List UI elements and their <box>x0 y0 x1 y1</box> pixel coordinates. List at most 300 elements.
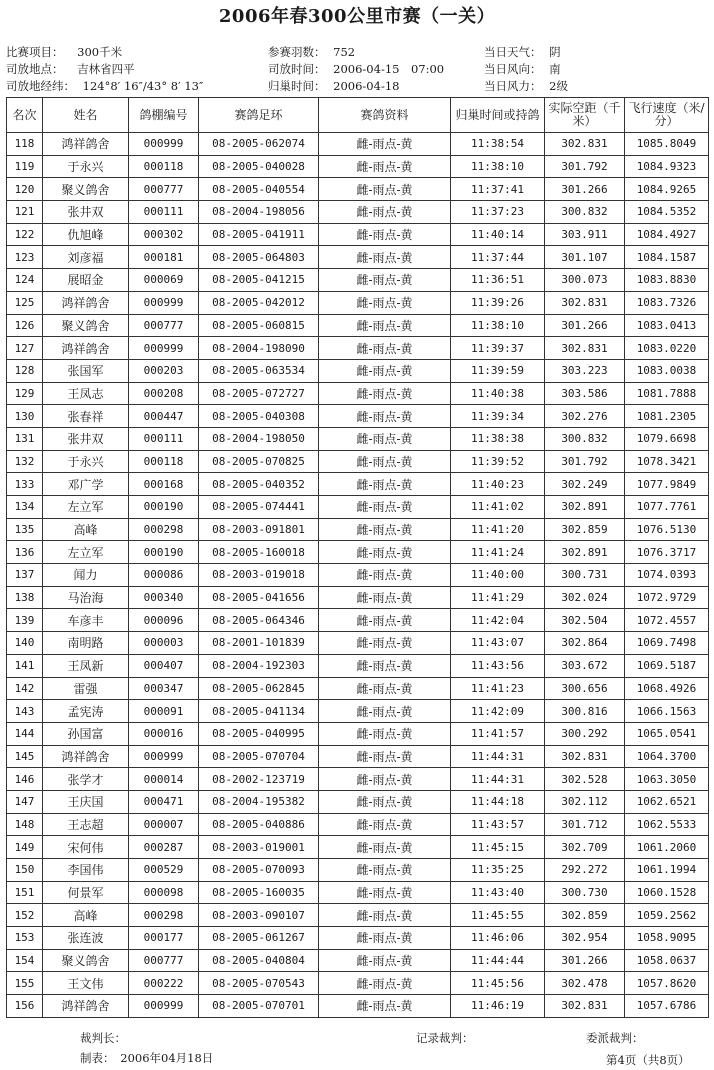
speed-cell: 1084.4927 <box>625 223 709 246</box>
rank-cell: 118 <box>7 133 43 156</box>
ring-cell: 08-2005-070093 <box>199 859 319 882</box>
return-time-cell: 11:46:19 <box>451 995 545 1018</box>
speed-cell: 1068.4926 <box>625 677 709 700</box>
return-time-cell: 11:40:23 <box>451 473 545 496</box>
ring-cell: 08-2005-070701 <box>199 995 319 1018</box>
rank-cell: 131 <box>7 427 43 450</box>
meta-entries-label: 参赛羽数： <box>268 45 326 59</box>
table-row <box>7 541 709 564</box>
return-time-cell: 11:36:51 <box>451 269 545 292</box>
meta-windforce-value: 2级 <box>549 79 568 93</box>
distance-cell: 300.073 <box>545 269 625 292</box>
bird-info-cell: 雌-雨点-黄 <box>319 269 451 292</box>
bird-info-cell: 雌-雨点-黄 <box>319 427 451 450</box>
bird-info-cell: 雌-雨点-黄 <box>319 609 451 632</box>
return-time-cell: 11:44:31 <box>451 768 545 791</box>
rank-cell: 147 <box>7 790 43 813</box>
ring-cell: 08-2005-041215 <box>199 269 319 292</box>
loft-no-cell: 000298 <box>129 518 199 541</box>
loft-no-cell: 000181 <box>129 246 199 269</box>
distance-cell: 300.292 <box>545 722 625 745</box>
speed-cell: 1076.5130 <box>625 518 709 541</box>
name-cell: 聚义鸽舍 <box>43 178 129 201</box>
speed-cell: 1072.9729 <box>625 586 709 609</box>
distance-cell: 292.272 <box>545 859 625 882</box>
ring-cell: 08-2005-060815 <box>199 314 319 337</box>
meta-weather <box>484 44 561 60</box>
ring-cell: 08-2005-040308 <box>199 405 319 428</box>
rank-cell: 127 <box>7 337 43 360</box>
distance-cell: 302.864 <box>545 632 625 655</box>
bird-info-cell: 雌-雨点-黄 <box>319 564 451 587</box>
ring-cell: 08-2005-040554 <box>199 178 319 201</box>
table-row <box>7 768 709 791</box>
ring-cell: 08-2003-091801 <box>199 518 319 541</box>
return-time-cell: 11:38:10 <box>451 314 545 337</box>
loft-no-cell: 000999 <box>129 745 199 768</box>
table-row <box>7 382 709 405</box>
ring-cell: 08-2005-041911 <box>199 223 319 246</box>
meta-event-value: 300千米 <box>77 45 123 59</box>
rank-cell: 133 <box>7 473 43 496</box>
bird-info-cell: 雌-雨点-黄 <box>319 133 451 156</box>
bird-info-cell: 雌-雨点-黄 <box>319 813 451 836</box>
results-table <box>6 97 709 1018</box>
loft-no-cell: 000471 <box>129 790 199 813</box>
table-row <box>7 722 709 745</box>
footer-chief-judge: 裁判长： <box>80 1031 126 1045</box>
name-cell: 张国军 <box>43 359 129 382</box>
table-row <box>7 337 709 360</box>
table-row <box>7 904 709 927</box>
distance-cell: 302.249 <box>545 473 625 496</box>
rank-cell: 121 <box>7 201 43 224</box>
name-cell: 鸿祥鸽舍 <box>43 337 129 360</box>
distance-cell: 301.266 <box>545 949 625 972</box>
loft-no-cell: 000098 <box>129 881 199 904</box>
loft-no-cell: 000007 <box>129 813 199 836</box>
return-time-cell: 11:41:02 <box>451 496 545 519</box>
table-row <box>7 677 709 700</box>
rank-cell: 154 <box>7 949 43 972</box>
loft-no-cell: 000111 <box>129 201 199 224</box>
meta-return-value: 2006-04-18 <box>333 79 400 93</box>
col-header-ring: 赛鸽足环 <box>199 98 319 133</box>
return-time-cell: 11:39:59 <box>451 359 545 382</box>
bird-info-cell: 雌-雨点-黄 <box>319 473 451 496</box>
rank-cell: 142 <box>7 677 43 700</box>
loft-no-cell: 000177 <box>129 927 199 950</box>
bird-info-cell: 雌-雨点-黄 <box>319 586 451 609</box>
name-cell: 鸿祥鸽舍 <box>43 133 129 156</box>
speed-cell: 1062.6521 <box>625 790 709 813</box>
col-header-bird-info: 赛鸽资料 <box>319 98 451 133</box>
distance-cell: 302.831 <box>545 745 625 768</box>
ring-cell: 08-2003-090107 <box>199 904 319 927</box>
ring-cell: 08-2005-061267 <box>199 927 319 950</box>
meta-place <box>6 61 135 77</box>
rank-cell: 137 <box>7 564 43 587</box>
return-time-cell: 11:43:07 <box>451 632 545 655</box>
col-header-return-time: 归巢时间或持鸽 <box>451 98 545 133</box>
return-time-cell: 11:40:14 <box>451 223 545 246</box>
page-title: 2006年春300公里市赛（一关） <box>218 6 496 27</box>
table-row <box>7 836 709 859</box>
distance-cell: 300.832 <box>545 427 625 450</box>
bird-info-cell: 雌-雨点-黄 <box>319 927 451 950</box>
speed-cell: 1061.2060 <box>625 836 709 859</box>
rank-cell: 120 <box>7 178 43 201</box>
bird-info-cell: 雌-雨点-黄 <box>319 949 451 972</box>
name-cell: 雷强 <box>43 677 129 700</box>
speed-cell: 1084.9323 <box>625 155 709 178</box>
return-time-cell: 11:37:23 <box>451 201 545 224</box>
ring-cell: 08-2004-195382 <box>199 790 319 813</box>
col-header-name: 姓名 <box>43 98 129 133</box>
table-row <box>7 201 709 224</box>
ring-cell: 08-2005-040804 <box>199 949 319 972</box>
bird-info-cell: 雌-雨点-黄 <box>319 246 451 269</box>
bird-info-cell: 雌-雨点-黄 <box>319 859 451 882</box>
meta-event <box>6 44 122 60</box>
speed-cell: 1076.3717 <box>625 541 709 564</box>
rank-cell: 153 <box>7 927 43 950</box>
name-cell: 王志超 <box>43 813 129 836</box>
name-cell: 王凤新 <box>43 654 129 677</box>
rank-cell: 136 <box>7 541 43 564</box>
loft-no-cell: 000086 <box>129 564 199 587</box>
distance-cell: 302.891 <box>545 496 625 519</box>
distance-cell: 300.656 <box>545 677 625 700</box>
ring-cell: 08-2001-101839 <box>199 632 319 655</box>
distance-cell: 300.730 <box>545 881 625 904</box>
ring-cell: 08-2005-072727 <box>199 382 319 405</box>
ring-cell: 08-2005-160035 <box>199 881 319 904</box>
return-time-cell: 11:43:40 <box>451 881 545 904</box>
name-cell: 闻力 <box>43 564 129 587</box>
col-header-rank: 名次 <box>7 98 43 133</box>
return-time-cell: 11:41:23 <box>451 677 545 700</box>
bird-info-cell: 雌-雨点-黄 <box>319 223 451 246</box>
ring-cell: 08-2005-063534 <box>199 359 319 382</box>
distance-cell: 301.266 <box>545 314 625 337</box>
table-row <box>7 586 709 609</box>
speed-cell: 1084.1587 <box>625 246 709 269</box>
loft-no-cell: 000118 <box>129 155 199 178</box>
return-time-cell: 11:42:04 <box>451 609 545 632</box>
name-cell: 孟宪涛 <box>43 700 129 723</box>
distance-cell: 302.528 <box>545 768 625 791</box>
loft-no-cell: 000302 <box>129 223 199 246</box>
return-time-cell: 11:45:55 <box>451 904 545 927</box>
meta-coords <box>6 78 203 94</box>
name-cell: 左立军 <box>43 496 129 519</box>
return-time-cell: 11:42:09 <box>451 700 545 723</box>
rank-cell: 122 <box>7 223 43 246</box>
speed-cell: 1065.0541 <box>625 722 709 745</box>
ring-cell: 08-2005-070543 <box>199 972 319 995</box>
rank-cell: 124 <box>7 269 43 292</box>
speed-cell: 1060.1528 <box>625 881 709 904</box>
table-body <box>7 133 709 1018</box>
ring-cell: 08-2005-040995 <box>199 722 319 745</box>
return-time-cell: 11:44:44 <box>451 949 545 972</box>
bird-info-cell: 雌-雨点-黄 <box>319 836 451 859</box>
return-time-cell: 11:43:56 <box>451 654 545 677</box>
table-row <box>7 473 709 496</box>
distance-cell: 301.792 <box>545 450 625 473</box>
loft-no-cell: 000447 <box>129 405 199 428</box>
name-cell: 孙国富 <box>43 722 129 745</box>
rank-cell: 135 <box>7 518 43 541</box>
return-time-cell: 11:39:26 <box>451 291 545 314</box>
name-cell: 展昭金 <box>43 269 129 292</box>
ring-cell: 08-2005-074441 <box>199 496 319 519</box>
speed-cell: 1083.0220 <box>625 337 709 360</box>
meta-return <box>268 78 399 94</box>
distance-cell: 303.911 <box>545 223 625 246</box>
name-cell: 鸿祥鸽舍 <box>43 995 129 1018</box>
table-row <box>7 133 709 156</box>
meta-release-label: 司放时间： <box>268 62 326 76</box>
speed-cell: 1069.7498 <box>625 632 709 655</box>
table-row <box>7 269 709 292</box>
name-cell: 高峰 <box>43 518 129 541</box>
bird-info-cell: 雌-雨点-黄 <box>319 178 451 201</box>
loft-no-cell: 000203 <box>129 359 199 382</box>
speed-cell: 1057.6786 <box>625 995 709 1018</box>
loft-no-cell: 000999 <box>129 133 199 156</box>
return-time-cell: 11:38:38 <box>451 427 545 450</box>
meta-coords-label: 司放地经纬： <box>6 79 75 93</box>
speed-cell: 1077.7761 <box>625 496 709 519</box>
ring-cell: 08-2004-198090 <box>199 337 319 360</box>
name-cell: 张连波 <box>43 927 129 950</box>
bird-info-cell: 雌-雨点-黄 <box>319 541 451 564</box>
loft-no-cell: 000096 <box>129 609 199 632</box>
bird-info-cell: 雌-雨点-黄 <box>319 155 451 178</box>
return-time-cell: 11:41:29 <box>451 586 545 609</box>
return-time-cell: 11:45:56 <box>451 972 545 995</box>
meta-entries <box>268 44 355 60</box>
distance-cell: 302.859 <box>545 518 625 541</box>
bird-info-cell: 雌-雨点-黄 <box>319 359 451 382</box>
loft-no-cell: 000091 <box>129 700 199 723</box>
distance-cell: 302.831 <box>545 995 625 1018</box>
speed-cell: 1064.3700 <box>625 745 709 768</box>
loft-no-cell: 000222 <box>129 972 199 995</box>
distance-cell: 302.276 <box>545 405 625 428</box>
bird-info-cell: 雌-雨点-黄 <box>319 722 451 745</box>
name-cell: 王凤志 <box>43 382 129 405</box>
speed-cell: 1061.1994 <box>625 859 709 882</box>
distance-cell: 300.832 <box>545 201 625 224</box>
speed-cell: 1058.0637 <box>625 949 709 972</box>
table-row <box>7 790 709 813</box>
name-cell: 高峰 <box>43 904 129 927</box>
ring-cell: 08-2003-019018 <box>199 564 319 587</box>
loft-no-cell: 000111 <box>129 427 199 450</box>
speed-cell: 1074.0393 <box>625 564 709 587</box>
col-header-speed: 飞行速度（米/分） <box>625 98 709 133</box>
distance-cell: 300.731 <box>545 564 625 587</box>
rank-cell: 139 <box>7 609 43 632</box>
table-row <box>7 949 709 972</box>
table-row <box>7 246 709 269</box>
col-header-distance: 实际空距（千米） <box>545 98 625 133</box>
loft-no-cell: 000287 <box>129 836 199 859</box>
loft-no-cell: 000003 <box>129 632 199 655</box>
bird-info-cell: 雌-雨点-黄 <box>319 972 451 995</box>
rank-cell: 132 <box>7 450 43 473</box>
rank-cell: 151 <box>7 881 43 904</box>
name-cell: 李国伟 <box>43 859 129 882</box>
loft-no-cell: 000190 <box>129 541 199 564</box>
distance-cell: 302.112 <box>545 790 625 813</box>
table-row <box>7 881 709 904</box>
distance-cell: 302.831 <box>545 337 625 360</box>
rank-cell: 143 <box>7 700 43 723</box>
speed-cell: 1062.5533 <box>625 813 709 836</box>
return-time-cell: 11:37:41 <box>451 178 545 201</box>
ring-cell: 08-2005-040352 <box>199 473 319 496</box>
name-cell: 车彦丰 <box>43 609 129 632</box>
loft-no-cell: 000999 <box>129 337 199 360</box>
name-cell: 南明路 <box>43 632 129 655</box>
speed-cell: 1057.8620 <box>625 972 709 995</box>
distance-cell: 302.891 <box>545 541 625 564</box>
name-cell: 王庆国 <box>43 790 129 813</box>
rank-cell: 150 <box>7 859 43 882</box>
speed-cell: 1081.7888 <box>625 382 709 405</box>
loft-no-cell: 000777 <box>129 178 199 201</box>
distance-cell: 302.859 <box>545 904 625 927</box>
speed-cell: 1078.3421 <box>625 450 709 473</box>
meta-windforce-label: 当日风力： <box>484 79 542 93</box>
ring-cell: 08-2005-042012 <box>199 291 319 314</box>
distance-cell: 302.709 <box>545 836 625 859</box>
loft-no-cell: 000208 <box>129 382 199 405</box>
bird-info-cell: 雌-雨点-黄 <box>319 632 451 655</box>
table-row <box>7 427 709 450</box>
return-time-cell: 11:44:18 <box>451 790 545 813</box>
name-cell: 左立军 <box>43 541 129 564</box>
loft-no-cell: 000347 <box>129 677 199 700</box>
loft-no-cell: 000340 <box>129 586 199 609</box>
footer-assigned-judge: 委派裁判： <box>586 1031 644 1045</box>
return-time-cell: 11:39:34 <box>451 405 545 428</box>
bird-info-cell: 雌-雨点-黄 <box>319 382 451 405</box>
rank-cell: 152 <box>7 904 43 927</box>
bird-info-cell: 雌-雨点-黄 <box>319 790 451 813</box>
loft-no-cell: 000999 <box>129 995 199 1018</box>
bird-info-cell: 雌-雨点-黄 <box>319 518 451 541</box>
loft-no-cell: 000014 <box>129 768 199 791</box>
distance-cell: 302.831 <box>545 291 625 314</box>
name-cell: 聚义鸽舍 <box>43 314 129 337</box>
speed-cell: 1058.9095 <box>625 927 709 950</box>
table-row <box>7 496 709 519</box>
name-cell: 鸿祥鸽舍 <box>43 745 129 768</box>
distance-cell: 302.024 <box>545 586 625 609</box>
table-row <box>7 518 709 541</box>
ring-cell: 08-2002-123719 <box>199 768 319 791</box>
loft-no-cell: 000999 <box>129 291 199 314</box>
rank-cell: 129 <box>7 382 43 405</box>
return-time-cell: 11:41:20 <box>451 518 545 541</box>
rank-cell: 126 <box>7 314 43 337</box>
speed-cell: 1084.5352 <box>625 201 709 224</box>
meta-event-label: 比赛项目： <box>6 45 64 59</box>
name-cell: 刘彦福 <box>43 246 129 269</box>
rank-cell: 149 <box>7 836 43 859</box>
name-cell: 聚义鸽舍 <box>43 949 129 972</box>
loft-no-cell: 000777 <box>129 949 199 972</box>
speed-cell: 1059.2562 <box>625 904 709 927</box>
name-cell: 何景军 <box>43 881 129 904</box>
distance-cell: 301.107 <box>545 246 625 269</box>
table-row <box>7 223 709 246</box>
bird-info-cell: 雌-雨点-黄 <box>319 314 451 337</box>
rank-cell: 128 <box>7 359 43 382</box>
ring-cell: 08-2005-062845 <box>199 677 319 700</box>
table-row <box>7 609 709 632</box>
return-time-cell: 11:35:25 <box>451 859 545 882</box>
ring-cell: 08-2004-198056 <box>199 201 319 224</box>
meta-coords-value: 124°8′ 16″/43° 8′ 13″ <box>82 79 204 93</box>
ring-cell: 08-2005-070704 <box>199 745 319 768</box>
table-row <box>7 314 709 337</box>
loft-no-cell: 000168 <box>129 473 199 496</box>
distance-cell: 302.478 <box>545 972 625 995</box>
speed-cell: 1079.6698 <box>625 427 709 450</box>
meta-winddir-label: 当日风向： <box>484 62 542 76</box>
speed-cell: 1066.1563 <box>625 700 709 723</box>
return-time-cell: 11:39:37 <box>451 337 545 360</box>
rank-cell: 125 <box>7 291 43 314</box>
return-time-cell: 11:37:44 <box>451 246 545 269</box>
distance-cell: 301.266 <box>545 178 625 201</box>
meta-release-value: 2006-04-15 07:00 <box>333 62 445 76</box>
rank-cell: 130 <box>7 405 43 428</box>
ring-cell: 08-2003-019001 <box>199 836 319 859</box>
meta-winddir-value: 南 <box>549 62 561 76</box>
table-row <box>7 291 709 314</box>
ring-cell: 08-2004-192303 <box>199 654 319 677</box>
return-time-cell: 11:38:54 <box>451 133 545 156</box>
rank-cell: 156 <box>7 995 43 1018</box>
bird-info-cell: 雌-雨点-黄 <box>319 995 451 1018</box>
table-row <box>7 632 709 655</box>
ring-cell: 08-2005-041656 <box>199 586 319 609</box>
loft-no-cell: 000190 <box>129 496 199 519</box>
table-row <box>7 927 709 950</box>
name-cell: 张春祥 <box>43 405 129 428</box>
bird-info-cell: 雌-雨点-黄 <box>319 881 451 904</box>
footer-recording-judge: 记录裁判： <box>416 1031 474 1045</box>
loft-no-cell: 000016 <box>129 722 199 745</box>
speed-cell: 1081.2305 <box>625 405 709 428</box>
col-header-loft-no: 鸽棚编号 <box>129 98 199 133</box>
return-time-cell: 11:41:57 <box>451 722 545 745</box>
speed-cell: 1069.5187 <box>625 654 709 677</box>
table-header-row <box>7 98 709 133</box>
name-cell: 邓广学 <box>43 473 129 496</box>
bird-info-cell: 雌-雨点-黄 <box>319 337 451 360</box>
ring-cell: 08-2005-064803 <box>199 246 319 269</box>
name-cell: 鸿祥鸽舍 <box>43 291 129 314</box>
return-time-cell: 11:39:52 <box>451 450 545 473</box>
